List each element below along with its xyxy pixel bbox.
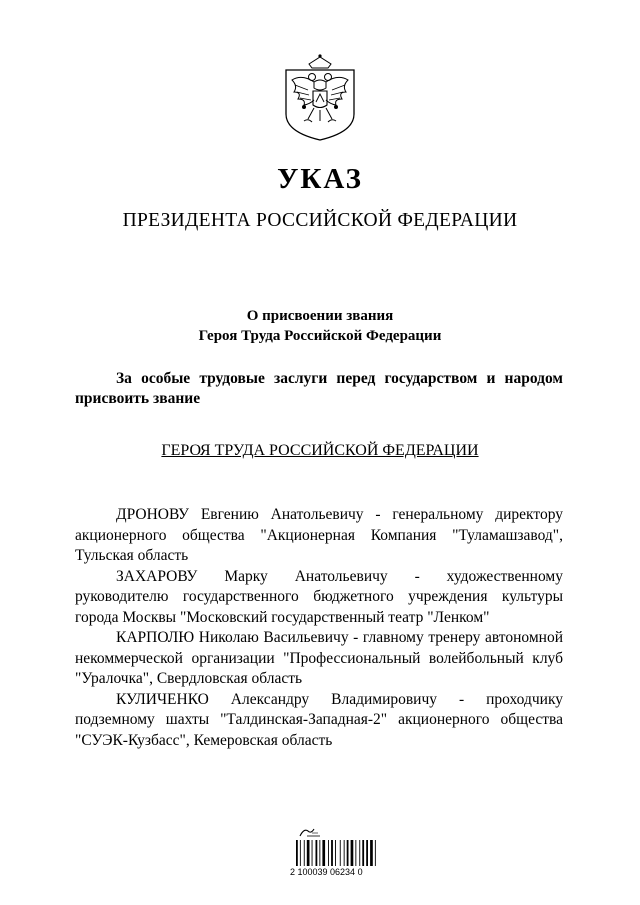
awarded-rank: ГЕРОЯ ТРУДА РОССИЙСКОЙ ФЕДЕРАЦИИ [161, 442, 479, 459]
awardee-item: ДРОНОВУ Евгению Анатольевичу - генеральному директору акционерного общества "Акционерная Компания "Туламашзавод", Тульская область [75, 506, 563, 564]
subject-line-2: Героя Труда Российской Федерации [198, 328, 442, 344]
document-barcode [290, 826, 382, 882]
printer-logo-icon [298, 826, 322, 838]
decree-subject [0, 306, 640, 346]
barcode-bars [296, 840, 378, 866]
awardee-item: КУЛИЧЕНКО Александру Владимировичу - проходчику подземному шахты "Талдинская-Западная-2" акционерного общества "СУЭК-Кузбасс", Кемеровская область [75, 690, 563, 749]
decree-preamble: За особые трудовые заслуги перед государством и народом присвоить звание [75, 370, 563, 407]
decree-title: УКАЗ [277, 163, 363, 195]
awardee-list [75, 505, 563, 751]
awardee-item: КАРПОЛЮ Николаю Васильевичу - главному тренеру автономной некоммерческой организации "Профессиональный волейбольный клуб "Уралочка", Свердловская область [75, 629, 563, 687]
subject-line-1: О присвоении звания [246, 308, 394, 324]
decree-subtitle: ПРЕЗИДЕНТА РОССИЙСКОЙ ФЕДЕРАЦИИ [122, 210, 518, 231]
coat-of-arms-icon [278, 52, 362, 142]
awardee-item: ЗАХАРОВУ Марку Анатольевичу - художественному руководителю государственного бюджетного учреждения культуры города Москвы "Московский государственный театр "Ленком" [75, 567, 563, 626]
barcode-number: 2 100039 06234 0 [290, 867, 363, 877]
